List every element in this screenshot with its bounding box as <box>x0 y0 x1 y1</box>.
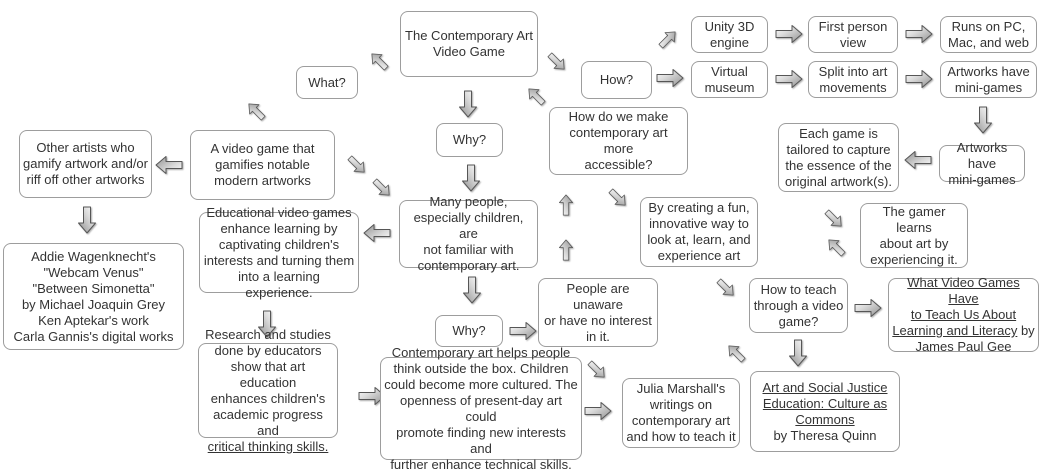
node-label: Runs on PC, Mac, and web <box>948 18 1029 50</box>
arrow-se-icon <box>366 172 398 204</box>
node-label: Virtual museum <box>704 63 755 95</box>
node-label: Research and studies done by educators show that art education enhances children's academic progress and critical thinking skills. <box>205 326 331 454</box>
node-label: Why? <box>452 132 487 147</box>
node-label: Julia Marshall's writings on contemporary art and how to teach it <box>626 381 736 444</box>
arrow-right-icon <box>852 292 884 324</box>
arrow-right-icon <box>773 63 805 95</box>
node-label: Addie Wagenknecht's "Webcam Venus" "Between Simonetta" by Michael Joaquin Grey Ken Aptekar's work Carla Gannis's digital works <box>13 248 174 344</box>
node-many-people[interactable] <box>399 194 538 273</box>
node-gamer-learns[interactable] <box>860 203 968 268</box>
node-label: People are unaware or have no interest in it. <box>544 280 652 344</box>
node-artist-examples[interactable] <box>3 243 184 350</box>
arrow-down-icon <box>452 88 484 120</box>
arrow-right-icon <box>903 18 935 50</box>
arrow-nw-icon <box>363 45 395 77</box>
arrow-right-icon <box>507 315 539 347</box>
node-label: How to teach through a video game? <box>753 281 844 329</box>
node-what-video-games-book[interactable] <box>888 275 1039 354</box>
arrow-left-icon <box>902 144 934 176</box>
node-by-creating[interactable] <box>640 197 758 267</box>
node-contemporary-helps[interactable] <box>380 344 582 469</box>
node-label: Artworks have mini-games <box>948 139 1016 187</box>
node-label: Many people, especially children, are not familiar with contemporary art. <box>413 194 524 273</box>
arrow-right-icon <box>773 18 805 50</box>
node-title[interactable] <box>400 11 538 77</box>
link-text[interactable]: Learning and Literacy <box>892 323 1018 338</box>
arrow-ne-icon <box>652 23 684 55</box>
node-art-social-justice-book[interactable] <box>750 371 900 452</box>
node-split-movements[interactable] <box>808 61 898 98</box>
link-text[interactable]: What Video Games Have <box>907 275 1020 306</box>
node-each-game-tailored[interactable] <box>778 123 899 192</box>
node-label: The gamer learns about art by experiencing it. <box>870 203 958 267</box>
node-people-unaware[interactable] <box>538 278 658 347</box>
arrow-nw-icon <box>520 80 552 112</box>
link-text[interactable]: Education: Culture as <box>762 395 888 411</box>
node-how-do-we-make[interactable] <box>549 107 688 175</box>
node-label: How? <box>599 72 634 87</box>
node-label: What Video Games Have to Teach Us About Learning and Literacy by James Paul Gee <box>892 275 1035 354</box>
node-educational-games[interactable] <box>199 204 359 300</box>
node-what[interactable] <box>296 66 358 99</box>
arrow-down-icon <box>456 274 488 306</box>
arrow-up-icon <box>550 234 582 266</box>
arrow-nw-icon <box>820 231 852 263</box>
node-unity-3d[interactable] <box>691 16 768 53</box>
arrow-right-icon <box>654 62 686 94</box>
node-label: Artworks have mini-games <box>947 63 1030 95</box>
arrow-right-icon <box>582 395 614 427</box>
arrow-left-icon <box>361 217 393 249</box>
arrow-nw-icon <box>720 337 752 369</box>
link-text[interactable]: Art and Social Justice <box>762 379 888 395</box>
node-why-1[interactable] <box>436 123 503 157</box>
node-first-person[interactable] <box>808 16 898 53</box>
link-text[interactable]: to Teach Us About <box>910 307 1017 322</box>
arrow-right-icon <box>903 63 935 95</box>
node-other-artists[interactable] <box>19 130 152 198</box>
arrow-down-icon <box>967 104 999 136</box>
node-label: Other artists who gamify artwork and/or riff off other artworks <box>23 140 148 187</box>
arrow-left-icon <box>153 149 185 181</box>
node-virtual-museum[interactable] <box>691 61 768 98</box>
node-artworks-minigames-2[interactable] <box>939 139 1025 187</box>
arrow-se-icon <box>602 182 634 214</box>
link-text[interactable]: critical thinking skills. <box>207 438 329 454</box>
node-label: Contemporary art helps people think outside the box. Children could become more cultured. The openness of present-day art could promote finding new interests and further enhance technical skills. <box>384 344 578 469</box>
arrow-nw-icon <box>240 95 272 127</box>
node-label: Split into art movements <box>818 63 888 95</box>
arrow-se-icon <box>541 46 573 78</box>
arrow-down-icon <box>782 337 814 369</box>
node-label: The Contemporary Art Video Game <box>405 28 533 59</box>
arrow-down-icon <box>71 204 103 236</box>
node-runs-on[interactable] <box>940 16 1037 53</box>
arrow-se-icon <box>581 354 613 386</box>
arrow-up-icon <box>550 189 582 221</box>
arrow-se-icon <box>710 272 742 304</box>
node-artworks-minigames-1[interactable] <box>940 61 1037 98</box>
node-how[interactable] <box>581 61 652 99</box>
node-label: Each game is tailored to capture the essence of the original artwork(s). <box>785 125 892 189</box>
node-research-studies[interactable] <box>198 326 338 454</box>
node-label: By creating a fun, innovative way to look at, learn, and experience art <box>647 200 751 263</box>
node-label: How do we make contemporary art more accessible? <box>568 109 669 172</box>
node-label: Unity 3D engine <box>704 18 755 50</box>
node-label: What? <box>308 74 346 90</box>
node-label: First person view <box>818 18 888 50</box>
link-text[interactable]: Commons <box>795 411 855 427</box>
node-label: Why? <box>452 323 486 338</box>
arrow-down-icon <box>455 162 487 194</box>
node-label: A video game that gamifies notable modern artworks <box>210 141 315 188</box>
node-a-video-game[interactable] <box>190 130 335 200</box>
node-how-to-teach[interactable] <box>749 278 848 333</box>
node-label: Educational video games enhance learning by captivating children's interests and turning them into a learning experience. <box>203 204 355 300</box>
node-julia-marshall[interactable] <box>622 378 740 448</box>
node-label: Art and Social Justice Education: Culture as Commons by Theresa Quinn <box>762 379 888 443</box>
node-why-2[interactable] <box>435 315 503 347</box>
